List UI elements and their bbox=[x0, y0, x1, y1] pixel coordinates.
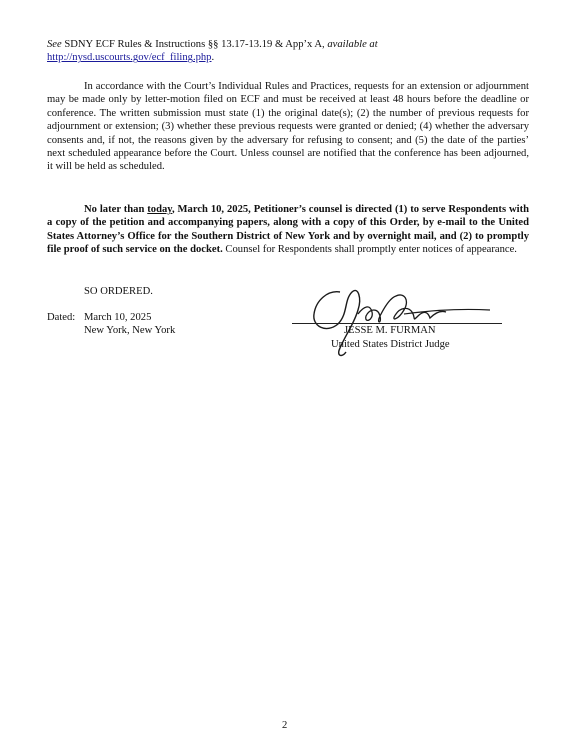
dated-label: Dated: bbox=[47, 312, 76, 323]
citation-available-at: available at bbox=[327, 39, 378, 50]
so-ordered: SO ORDERED. bbox=[84, 286, 153, 297]
ecf-filing-link[interactable]: http://nysd.uscourts.gov/ecf_filing.php bbox=[47, 52, 212, 64]
page-number: 2 bbox=[282, 720, 288, 731]
judge-title: United States District Judge bbox=[331, 339, 450, 350]
service-plain-rest: Counsel for Respondents shall promptly enter notices of appearance. bbox=[222, 244, 517, 256]
citation-text: SDNY ECF Rules & Instructions §§ 13.17-13.19 & App’x A, bbox=[61, 39, 328, 50]
judge-name: JESSE M. FURMAN bbox=[344, 325, 436, 336]
service-bold-lead: No later than bbox=[84, 204, 148, 215]
dated-place: New York, New York bbox=[84, 325, 176, 336]
service-bold-rest: , March 10, 2025, Petitioner’s counsel is directed (1) to serve Respondents with a copy of the petition and accompanying papers, along with a copy of this Order, by e-mail to the United States Attorney’s Office for the Southern District of New York and by overnight mail, and (2) to promptly file proof of such service on the docket. bbox=[47, 204, 529, 256]
citation bbox=[47, 38, 529, 65]
service-today: today bbox=[147, 204, 172, 215]
dated-date: March 10, 2025 bbox=[84, 312, 152, 323]
citation-period: . bbox=[211, 52, 215, 64]
service-paragraph bbox=[47, 203, 529, 257]
citation-see: See bbox=[47, 39, 62, 50]
extension-paragraph: In accordance with the Court’s Individual Rules and Practices, requests for an extension or adjournment may be made only by letter-motion filed on ECF and must be received at least 48 hours before the deadline or conference. The written submission must state (1) the original date(s); (2) the number of previous requests for adjournment or extension; (3) whether these previous requests were granted or denied; (4) whether the adversary consents and, if not, the reasons given by the adversary for refusing to consent; and (5) the date of the parties’ next scheduled appearance before the Court. Unless counsel are notified that the conference has been adjourned, it will be held as scheduled. bbox=[47, 81, 529, 173]
